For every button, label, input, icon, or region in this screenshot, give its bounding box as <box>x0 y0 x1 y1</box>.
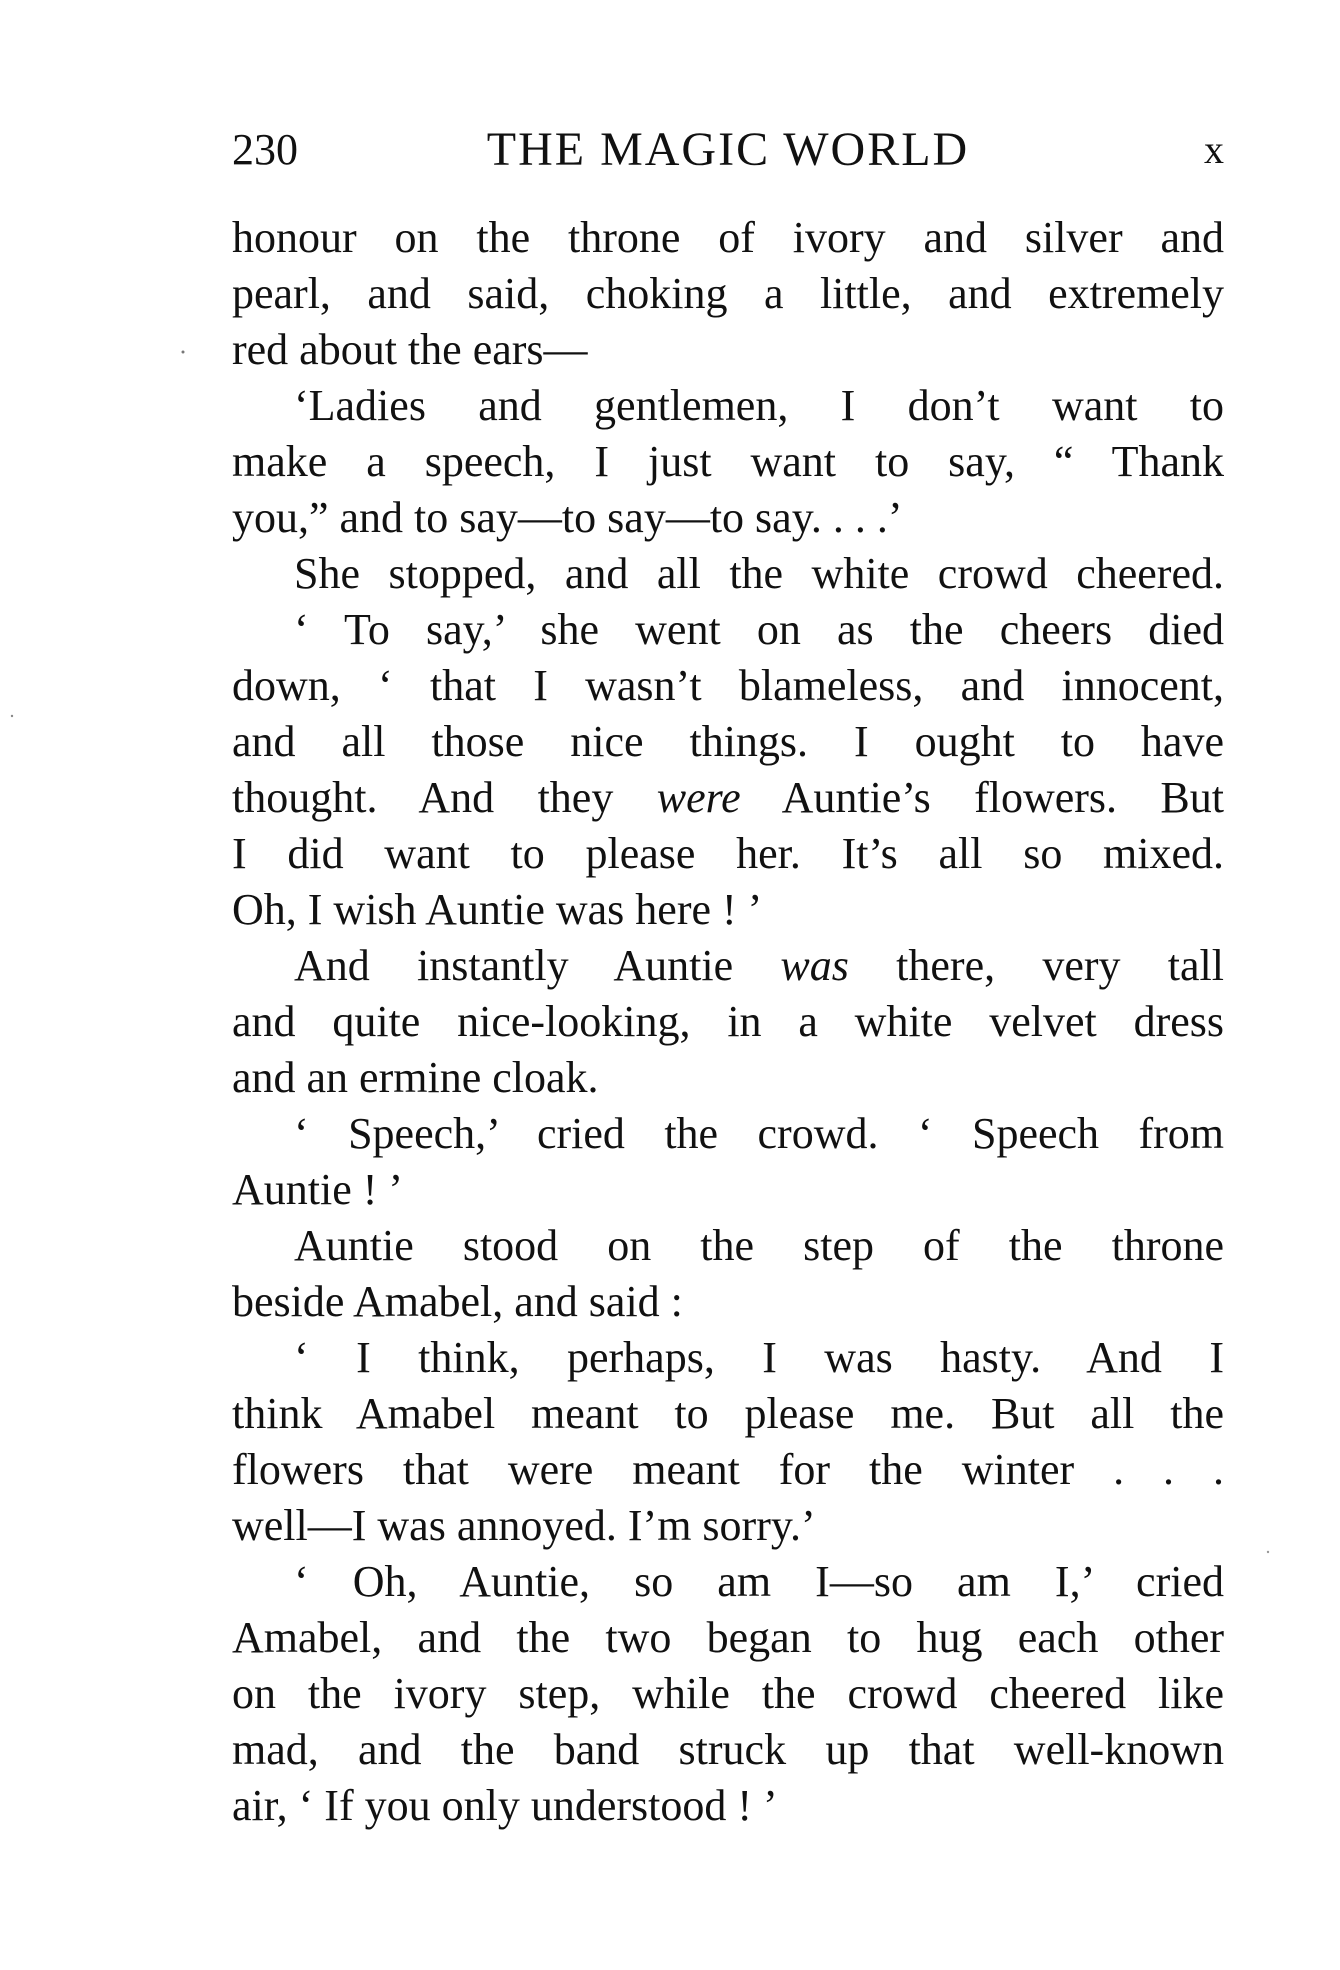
speck <box>182 351 185 354</box>
speck <box>1267 1551 1269 1553</box>
text-segment: there, very tall <box>848 941 1224 990</box>
text-line: make a speech, I just want to say, “ Thank <box>232 437 1224 486</box>
text-line: Auntie stood on the step of the throne <box>294 1221 1224 1270</box>
text-line: Amabel, and the two began to hug each other <box>232 1613 1224 1662</box>
text-line: beside Amabel, and said : <box>232 1277 683 1326</box>
speck <box>11 715 13 717</box>
text-line: and an ermine cloak. <box>232 1053 599 1102</box>
text-line: She stopped, and all the white crowd cheered. <box>294 549 1224 598</box>
text-line: ‘ Speech,’ cried the crowd. ‘ Speech from <box>294 1109 1224 1158</box>
text-line: ‘ Oh, Auntie, so am I—so am I,’ cried <box>294 1557 1224 1606</box>
text-line <box>232 770 1224 826</box>
text-line: ‘Ladies and gentlemen, I don’t want to <box>294 381 1224 430</box>
body-text <box>232 210 1224 1834</box>
page-number: 230 <box>232 125 298 174</box>
text-segment: And instantly Auntie <box>294 941 781 990</box>
text-line: pearl, and said, choking a little, and extremely <box>232 269 1224 318</box>
text-line: air, ‘ If you only understood ! ’ <box>232 1781 778 1830</box>
text-line: well—I was annoyed. I’m sorry.’ <box>232 1501 816 1550</box>
text-line: mad, and the band struck up that well-known <box>232 1725 1224 1774</box>
running-header <box>232 120 1224 180</box>
text-line: Oh, I wish Auntie was here ! ’ <box>232 885 763 934</box>
chapter-number: x <box>1204 127 1224 172</box>
text-line: ‘ To say,’ she went on as the cheers died <box>294 605 1224 654</box>
text-line: you,” and to say—to say—to say. . . .’ <box>232 493 903 542</box>
text-line: I did want to please her. It’s all so mixed. <box>232 829 1224 878</box>
text-line: Auntie ! ’ <box>232 1165 404 1214</box>
text-line: ‘ I think, perhaps, I was hasty. And I <box>294 1333 1224 1382</box>
text-line: down, ‘ that I wasn’t blameless, and innocent, <box>232 661 1224 710</box>
text-line: flowers that were meant for the winter . . . <box>232 1445 1224 1494</box>
text-line: honour on the throne of ivory and silver and <box>232 213 1224 262</box>
text-segment: thought. And they <box>232 773 657 822</box>
text-line <box>232 938 1224 994</box>
text-line: and quite nice-looking, in a white velvet dress <box>232 997 1224 1046</box>
text-line: and all those nice things. I ought to have <box>232 717 1224 766</box>
text-line: on the ivory step, while the crowd cheered like <box>232 1669 1224 1718</box>
text-line: think Amabel meant to please me. But all the <box>232 1389 1224 1438</box>
text-line: red about the ears— <box>232 325 588 374</box>
running-title: THE MAGIC WORLD <box>486 123 970 176</box>
italic-emphasis: was <box>780 941 849 990</box>
italic-emphasis: were <box>656 773 741 822</box>
text-segment: Auntie’s flowers. But <box>740 773 1224 822</box>
